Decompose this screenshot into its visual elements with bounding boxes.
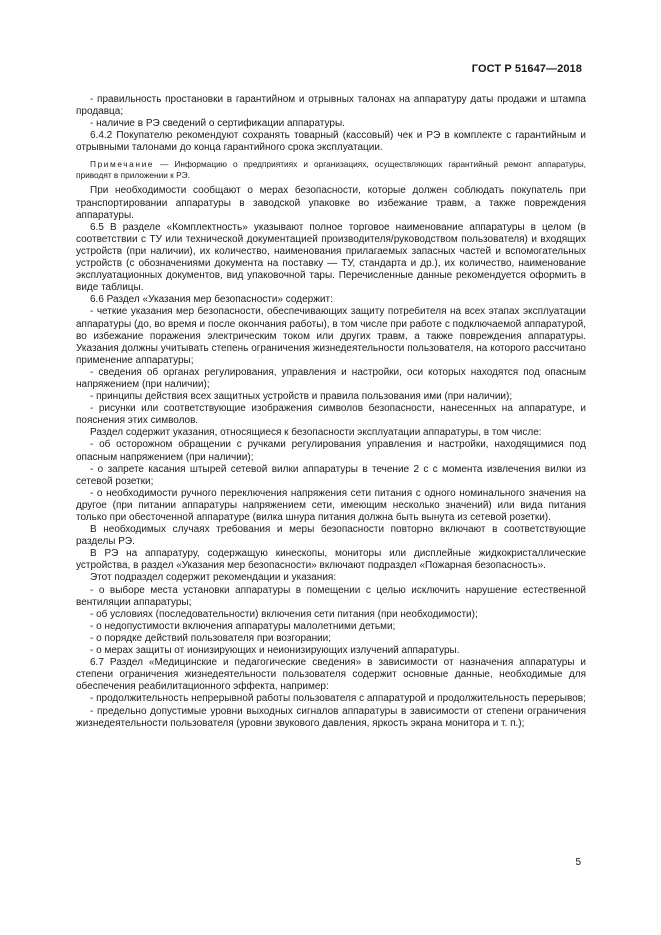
paragraph: При необходимости сообщают о мерах безопасности, которые должен соблюдать покупатель при транспортировании аппаратуры в заводской упаковке во избежание травм, а также повреждения аппаратуры. (76, 185, 586, 221)
paragraph: - о недопустимости включения аппаратуры малолетними детьми; (90, 620, 396, 632)
paragraph: 6.4.2 Покупателю рекомендуют сохранять товарный (кассовый) чек и РЭ в комплекте с гарантийным и отрывными талонами до конца гарантийного срока эксплуатации. (76, 130, 586, 154)
paragraph: - сведения об органах регулирования, управления и настройки, оси которых находятся под опасным напряжением (при наличии); (76, 366, 586, 390)
paragraph: В необходимых случаях требования и меры безопасности повторно включают в соответствующие разделы РЭ. (76, 524, 586, 548)
paragraph: В РЭ на аппаратуру, содержащую кинескопы, мониторы или дисплейные жидкокристаллические устройства, в раздел «Указания мер безопасности» включают подраздел «Пожарная безопасность». (76, 548, 586, 572)
paragraph: - правильность простановки в гарантийном и отрывных талонах на аппаратуру даты продажи и штампа продавца; (76, 94, 586, 118)
paragraph: - продолжительность непрерывной работы пользователя с аппаратурой и продолжительность перерывов; (90, 693, 586, 705)
paragraph: 6.7 Раздел «Медицинские и педагогические сведения» в зависимости от назначения аппаратуры и степени ограничения жизнедеятельности пользователя содержит основные данные, необходимые для обеспечения реабилитационного эффекта, например: (76, 657, 586, 693)
paragraph: - о мерах защиты от ионизирующих и неионизирующих излучений аппаратуры. (90, 645, 460, 657)
paragraph: - наличие в РЭ сведений о сертификации аппаратуры. (90, 118, 345, 130)
paragraph: - рисунки или соответствующие изображения символов безопасности, нанесенных на аппаратуре, и пояснения этих символов. (76, 403, 586, 427)
paragraph: Этот подраздел содержит рекомендации и указания: (90, 572, 337, 584)
paragraph: - об условиях (последовательности) включения сети питания (при необходимости); (90, 608, 478, 620)
paragraph: - о необходимости ручного переключения напряжения сети питания с одного номинального значения на другое (при питании аппаратуры напряжением сети, имеющим несколько значений) или вида питания только при обесточенной аппаратуре (вилка шнура питания должна быть вынута из сетевой розетки). (76, 487, 586, 523)
paragraph: Раздел содержит указания, относящиеся к безопасности эксплуатации аппаратуры, в том числе: (90, 427, 542, 439)
page-number: 5 (575, 857, 581, 868)
note-text: — Информацию о предприятиях и организациях, осуществляющих гарантийный ремонт аппаратуры, приводят в приложении к РЭ. (76, 159, 586, 180)
document-id: ГОСТ Р 51647—2018 (471, 63, 582, 75)
paragraph: - предельно допустимые уровни выходных сигналов аппаратуры в зависимости от степени ограничения жизнедеятельности пользователя (уровни звукового давления, яркость экрана монитора и т. п.); (76, 705, 586, 729)
paragraph: 6.6 Раздел «Указания мер безопасности» содержит: (90, 294, 333, 306)
note-label: Примечание (90, 159, 155, 170)
paragraph: 6.5 В разделе «Комплектность» указывают полное торговое наименование аппаратуры в целом (в соответствии с ТУ или технической документацией производителя/руководством пользователя) и входящих устройств (при наличии), их количество, наименования прилагаемых запасных частей и вспомогательных устройств (с обозначениями документа на поставку — ТУ, стандарта и др.), их количество, наименование эксплуатационных документов, вид упаковочной тары. Перечисленные данные рекомендуется оформить в виде таблицы. (76, 221, 586, 294)
paragraph: - о порядке действий пользователя при возгорании; (90, 632, 332, 644)
note (76, 159, 586, 180)
paragraph: - о запрете касания штырей сетевой вилки аппаратуры в течение 2 с с момента извлечения вилки из сетевой розетки; (76, 463, 586, 487)
paragraph: - об осторожном обращении с ручками регулирования управления и настройки, находящимися под опасным напряжением (при наличии); (76, 439, 586, 463)
paragraph: - четкие указания мер безопасности, обеспечивающих защиту потребителя на всех этапах эксплуатации аппаратуры (до, во время и после окончания работы), в том числе при работе с подключаемой аппаратурой, во избежание поражения электрическим током или других травм, а также повреждения аппаратуры. Указания должны учитывать степень ограничения жизнедеятельности пользователя, на которого рассчитано применение аппаратуры; (76, 306, 586, 366)
paragraph: - принципы действия всех защитных устройств и правила пользования ими (при наличии); (90, 391, 513, 403)
paragraph: - о выборе места установки аппаратуры в помещении с целью исключить нарушение естественной вентиляции аппаратуры; (76, 584, 586, 608)
body-text (76, 94, 586, 730)
